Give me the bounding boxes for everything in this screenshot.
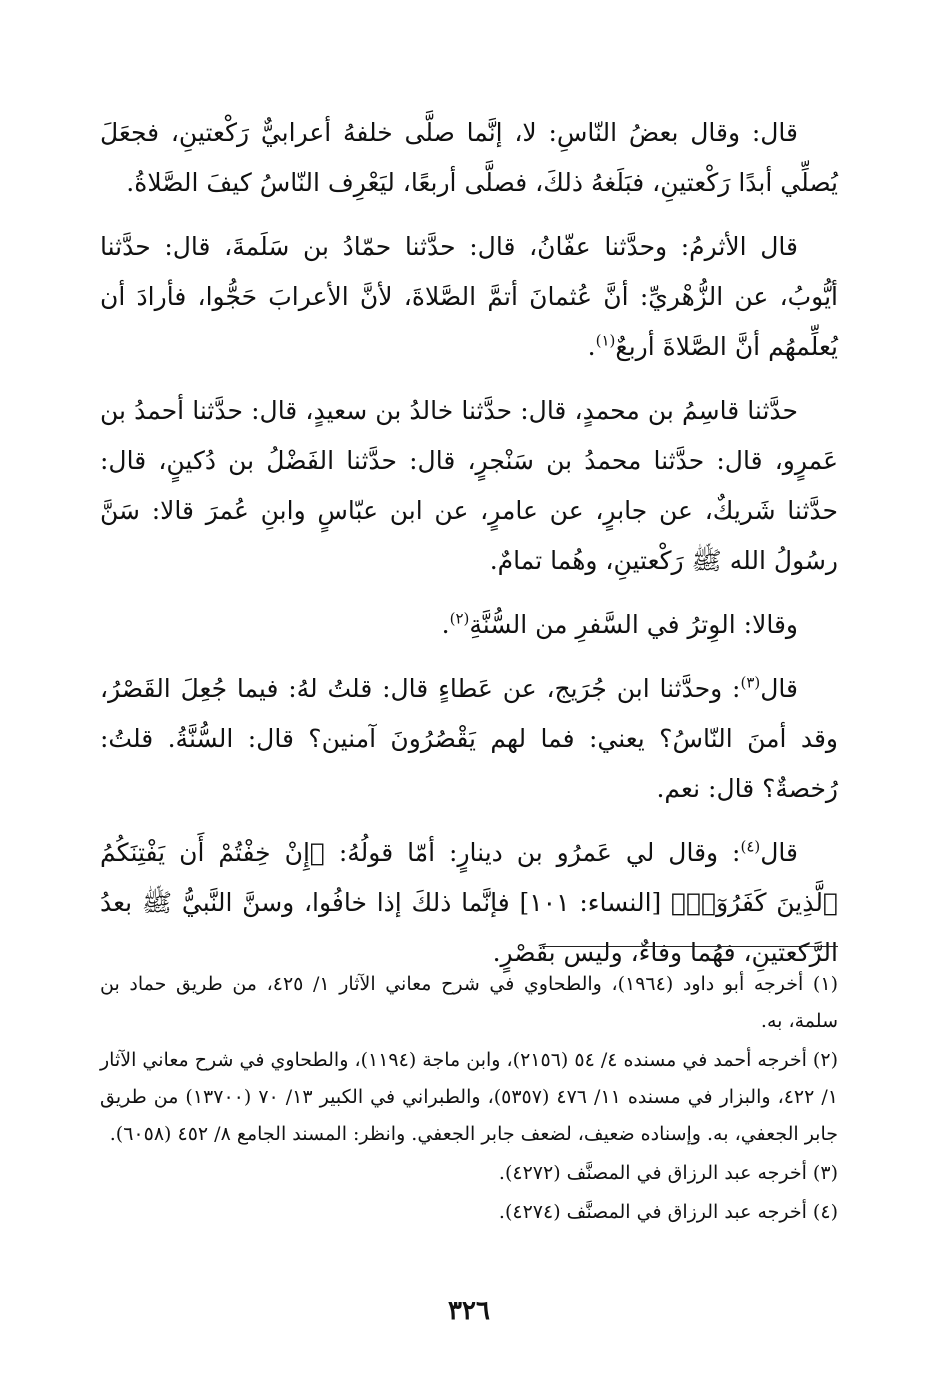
footnote-4: (٤) أخرجه عبد الرزاق في المصنَّف (٤٢٧٤).: [498, 1201, 838, 1223]
paragraph-6: قال$^{(٤)}$: وقال لي عَمرُو بن دينارٍ: أمّا قولُهُ: ﴿إِنْ خِفْتُمْ أَن يَفْتِنَكُمُ ٱلَّذِينَ كَفَرُوٓا۟﴾ [النساء: ١٠١] فإنَّما ذلكَ إذا خافُوا، وسنَّ النَّبيُّ ﷺ بعدُ الرَّكعتينِ، فهُما وفاءٌ، وليس بقَصْرٍ.: [100, 837, 838, 967]
footnote-separator: [542, 946, 838, 947]
paragraph-1: قال: وقال بعضُ النّاسِ: لا، إنَّما صلَّى خلفهُ أعرابيٌّ رَكْعتينِ، فجعَلَ يُصلِّي أبدًا رَكْعتينِ، فبَلَغهُ ذلكَ، فصلَّى أربعًا، ليَعْرِف النّاسُ كيفَ الصَّلاةُ.: [100, 118, 838, 197]
footnote-ref-4[interactable]: (٤): [740, 837, 761, 856]
paragraph-4: وقالا: الوِترُ في السَّفرِ من السُّنَّةِ$^{(٢)}$.: [441, 609, 798, 639]
footnote-2: (٢) أخرجه أحمد في مسنده ٤/ ٥٤ (٢١٥٦)، وابن ماجة (١١٩٤)، والطحاوي في شرح معاني الآثار ١/ ٤٢٢، والبزار في مسنده ١١/ ٤٧٦ (٥٣٥٧)، والطبراني في الكبير ١٣/ ٧٠ (١٣٧٠٠) من طريق جابر الجعفي، به. وإسناده ضعيف، لضعف جابر الجعفي. وانظر: المسند الجامع ٨/ ٤٥٢ (٦٠٥٨).: [100, 1049, 838, 1145]
footnote-3: (٣) أخرجه عبد الرزاق في المصنَّف (٤٢٧٢).: [498, 1162, 838, 1184]
footnotes: [100, 966, 838, 1233]
page-number: ٣٢٦: [448, 1296, 490, 1326]
footnote-ref-1[interactable]: (١): [595, 331, 616, 350]
footnote-ref-3[interactable]: (٣): [740, 673, 761, 692]
footnote-1: (١) أخرجه أبو داود (١٩٦٤)، والطحاوي في شرح معاني الآثار ١/ ٤٢٥، من طريق حماد بن سلمة، به.: [100, 973, 838, 1032]
paragraph-3: حدَّثنا قاسِمُ بن محمدٍ، قال: حدَّثنا خالدُ بن سعيدٍ، قال: حدَّثنا أحمدُ بن عَمرٍو، قال: حدَّثنا محمدُ بن سَنْجرٍ، قال: حدَّثنا الفَضْلُ بن دُكينٍ، قال: حدَّثنا شَريكٌ، عن جابرٍ، عن عامرٍ، عن ابن عبّاسٍ وابنِ عُمرَ قالا: سَنَّ رسُولُ الله ﷺ رَكْعتينِ، وهُما تمامٌ.: [100, 396, 838, 575]
paragraph-2: قال الأثرمُ: وحدَّثنا عفّانُ، قال: حدَّثنا حمّادُ بن سَلَمةَ، قال: حدَّثنا أيُّوبُ، عن الزُّهْريِّ: أنَّ عُثمانَ أتمَّ الصَّلاةَ، لأنَّ الأعرابَ حَجُّوا، فأرادَ أن يُعلِّمهُم أنَّ الصَّلاةَ أربعٌ$^{(١)}$.: [100, 232, 838, 361]
paragraph-5: قال$^{(٣)}$: وحدَّثنا ابن جُرَيج، عن عَطاءٍ قال: قلتُ لهُ: فيما جُعِلَ القَصْرُ، وقد أمنَ النّاسُ؟ يعني: فما لهم يَقْصُرُونَ آمنين؟ قال: السُّنَّةُ. قلتُ: رُخصةٌ؟ قال: نعم.: [100, 673, 838, 803]
main-text: [100, 108, 838, 978]
footnote-ref-2[interactable]: (٢): [449, 609, 470, 628]
book-page: [100, 108, 838, 1358]
